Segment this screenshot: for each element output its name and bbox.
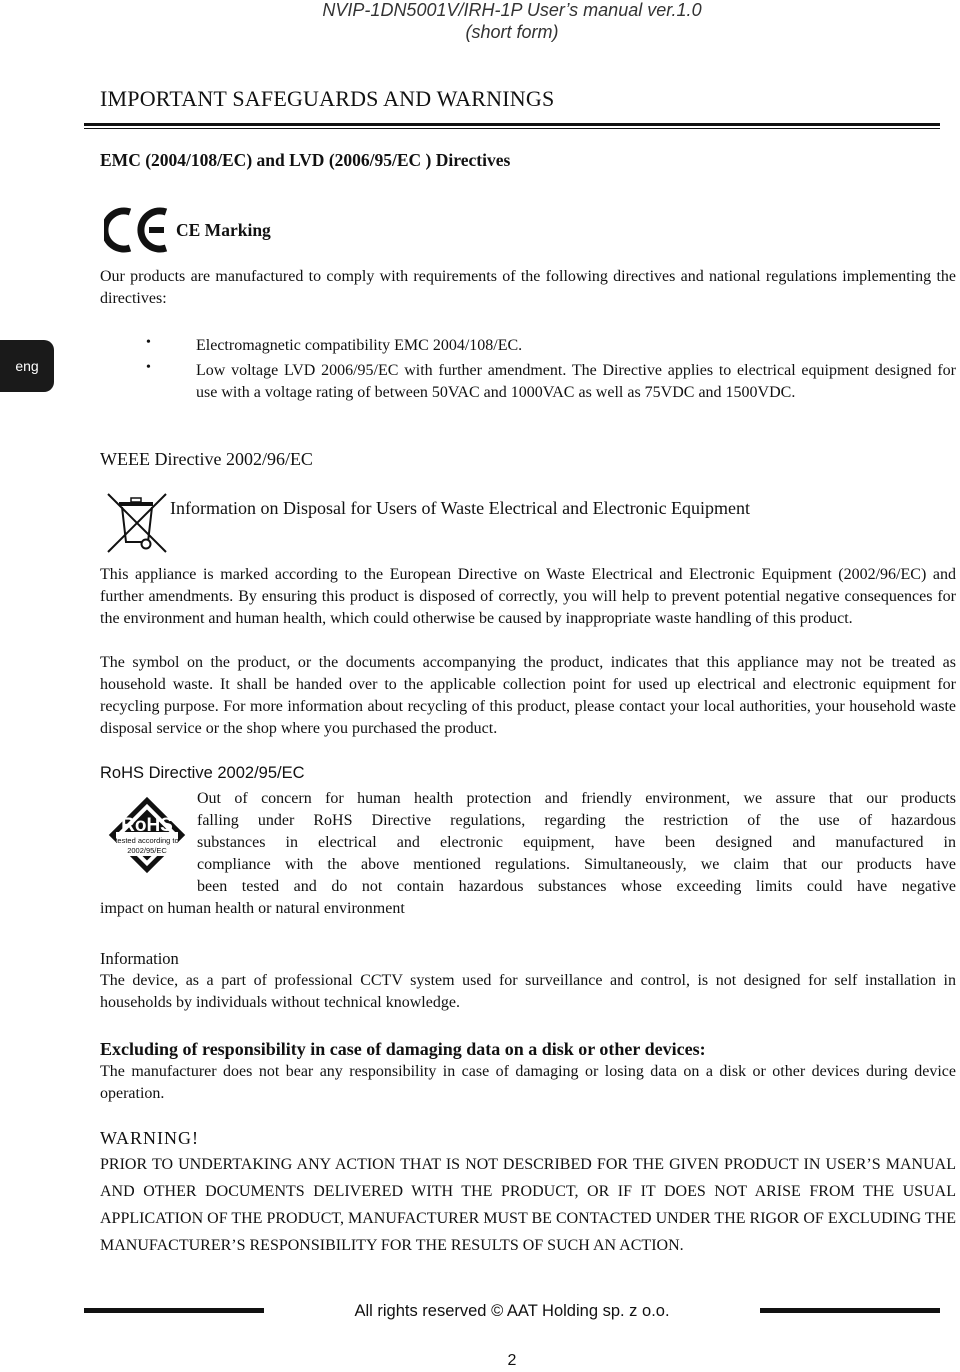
- emc-bullet-1: Electromagnetic compatibility EMC 2004/108/EC.: [196, 337, 523, 354]
- rohs-badge-sub1: tested according to: [115, 836, 179, 845]
- rohs-line-tail: impact on human health or natural environment: [100, 900, 405, 917]
- rohs-badge-sub2: 2002/95/EC: [127, 846, 167, 855]
- header-title: NVIP-1DN5001V/IRH-1P User’s manual ver.1.0: [322, 0, 702, 20]
- title-rule-thin: [84, 128, 940, 129]
- weee-paragraph-2: The symbol on the product, or the documents accompanying the product, indicates that this appliance may not be treated as household waste. It shall be handed over to the applicable collection point for used up electrical and electronic equipment for recycling purpose. For more information about recycling of this product, please contact your local authorities, your household waste disposal service or the shop where you purchased the product.: [100, 654, 956, 737]
- rohs-line-2: falling under RoHS Directive regulations, regarding the restriction of the use of hazardous: [197, 812, 956, 829]
- information-heading: Information: [100, 949, 179, 968]
- warning-text: PRIOR TO UNDERTAKING ANY ACTION THAT IS NOT DESCRIBED FOR THE GIVEN PRODUCT IN USER’S MANUAL AND OTHER DOCUMENTS DELIVERED WITH THE PRODUCT, OR IF IT DOES NOT ARISE FROM THE USUAL APPLICATION OF THE PRODUCT, MANUFACTURER MUST BE CONTACTED UNDER THE RIGOR OF EXCLUDING THE MANUFACTURER’S RESPONSIBILITY FOR THE RESULTS OF SUCH AN ACTION.: [100, 1156, 956, 1254]
- excluding-heading: Excluding of responsibility in case of damaging data on a disk or other devices:: [100, 1039, 706, 1059]
- ce-mark-icon: [104, 206, 174, 254]
- emc-intro: Our products are manufactured to comply with requirements of the following directives and national regulations implementing the directives:: [100, 268, 956, 307]
- bullet-marker: •: [146, 335, 151, 350]
- warning-heading: WARNING!: [100, 1128, 199, 1148]
- language-tab: eng: [0, 340, 54, 392]
- rohs-badge-icon: [100, 788, 194, 882]
- information-text: The device, as a part of professional CCTV system used for surveillance and control, is not designed for self installation in households by individuals without technical knowledge.: [100, 972, 956, 1011]
- emc-heading: EMC (2004/108/EC) and LVD (2006/95/EC ) Directives: [100, 150, 511, 170]
- page-title: IMPORTANT SAFEGUARDS AND WARNINGS: [100, 86, 555, 111]
- rohs-heading: RoHS Directive 2002/95/EC: [100, 764, 305, 782]
- emc-bullet-2: Low voltage LVD 2006/95/EC with further amendment. The Directive applies to electrical equipment designed for use with a voltage rating of between 50VAC and 1000VAC as well as 75VDC and 1500VDC.: [196, 362, 956, 401]
- page-number: 2: [507, 1352, 517, 1369]
- rohs-line-4: compliance with the above mentioned regulations. Simultaneously, we claim that our products have: [197, 856, 956, 873]
- rohs-line-5: been tested and do not contain hazardous substances whose exceeding limits could have negative: [197, 878, 956, 895]
- title-rule-thick: [84, 123, 940, 126]
- weee-heading: WEEE Directive 2002/96/EC: [100, 449, 313, 469]
- header-subtitle: (short form): [465, 22, 559, 42]
- footer-rights: All rights reserved © AAT Holding sp. z o.o.: [354, 1302, 670, 1320]
- excluding-text: The manufacturer does not bear any responsibility in case of damaging or losing data on a disk or other devices during device operation.: [100, 1063, 956, 1102]
- rohs-line-1: Out of concern for human health protection and friendly environment, we assure that our products: [197, 790, 956, 807]
- ce-marking-label: CE Marking: [176, 220, 271, 240]
- rohs-badge-main: RoHS: [121, 815, 173, 836]
- weee-paragraph-1: This appliance is marked according to the European Directive on Waste Electrical and Electronic Equipment (2002/96/EC) and further amendments. By ensuring this product is disposed of correctly, you will help to prevent potential negative consequences for the environment and human health, which could otherwise be caused by inappropriate waste handling of this product.: [100, 566, 956, 627]
- rohs-line-3: substances in electrical and electronic equipment, have been designed and manufactured in: [197, 834, 956, 851]
- bullet-marker: •: [146, 360, 151, 375]
- weee-subheading: Information on Disposal for Users of Waste Electrical and Electronic Equipment: [170, 498, 751, 518]
- crossed-bin-icon: [104, 490, 170, 556]
